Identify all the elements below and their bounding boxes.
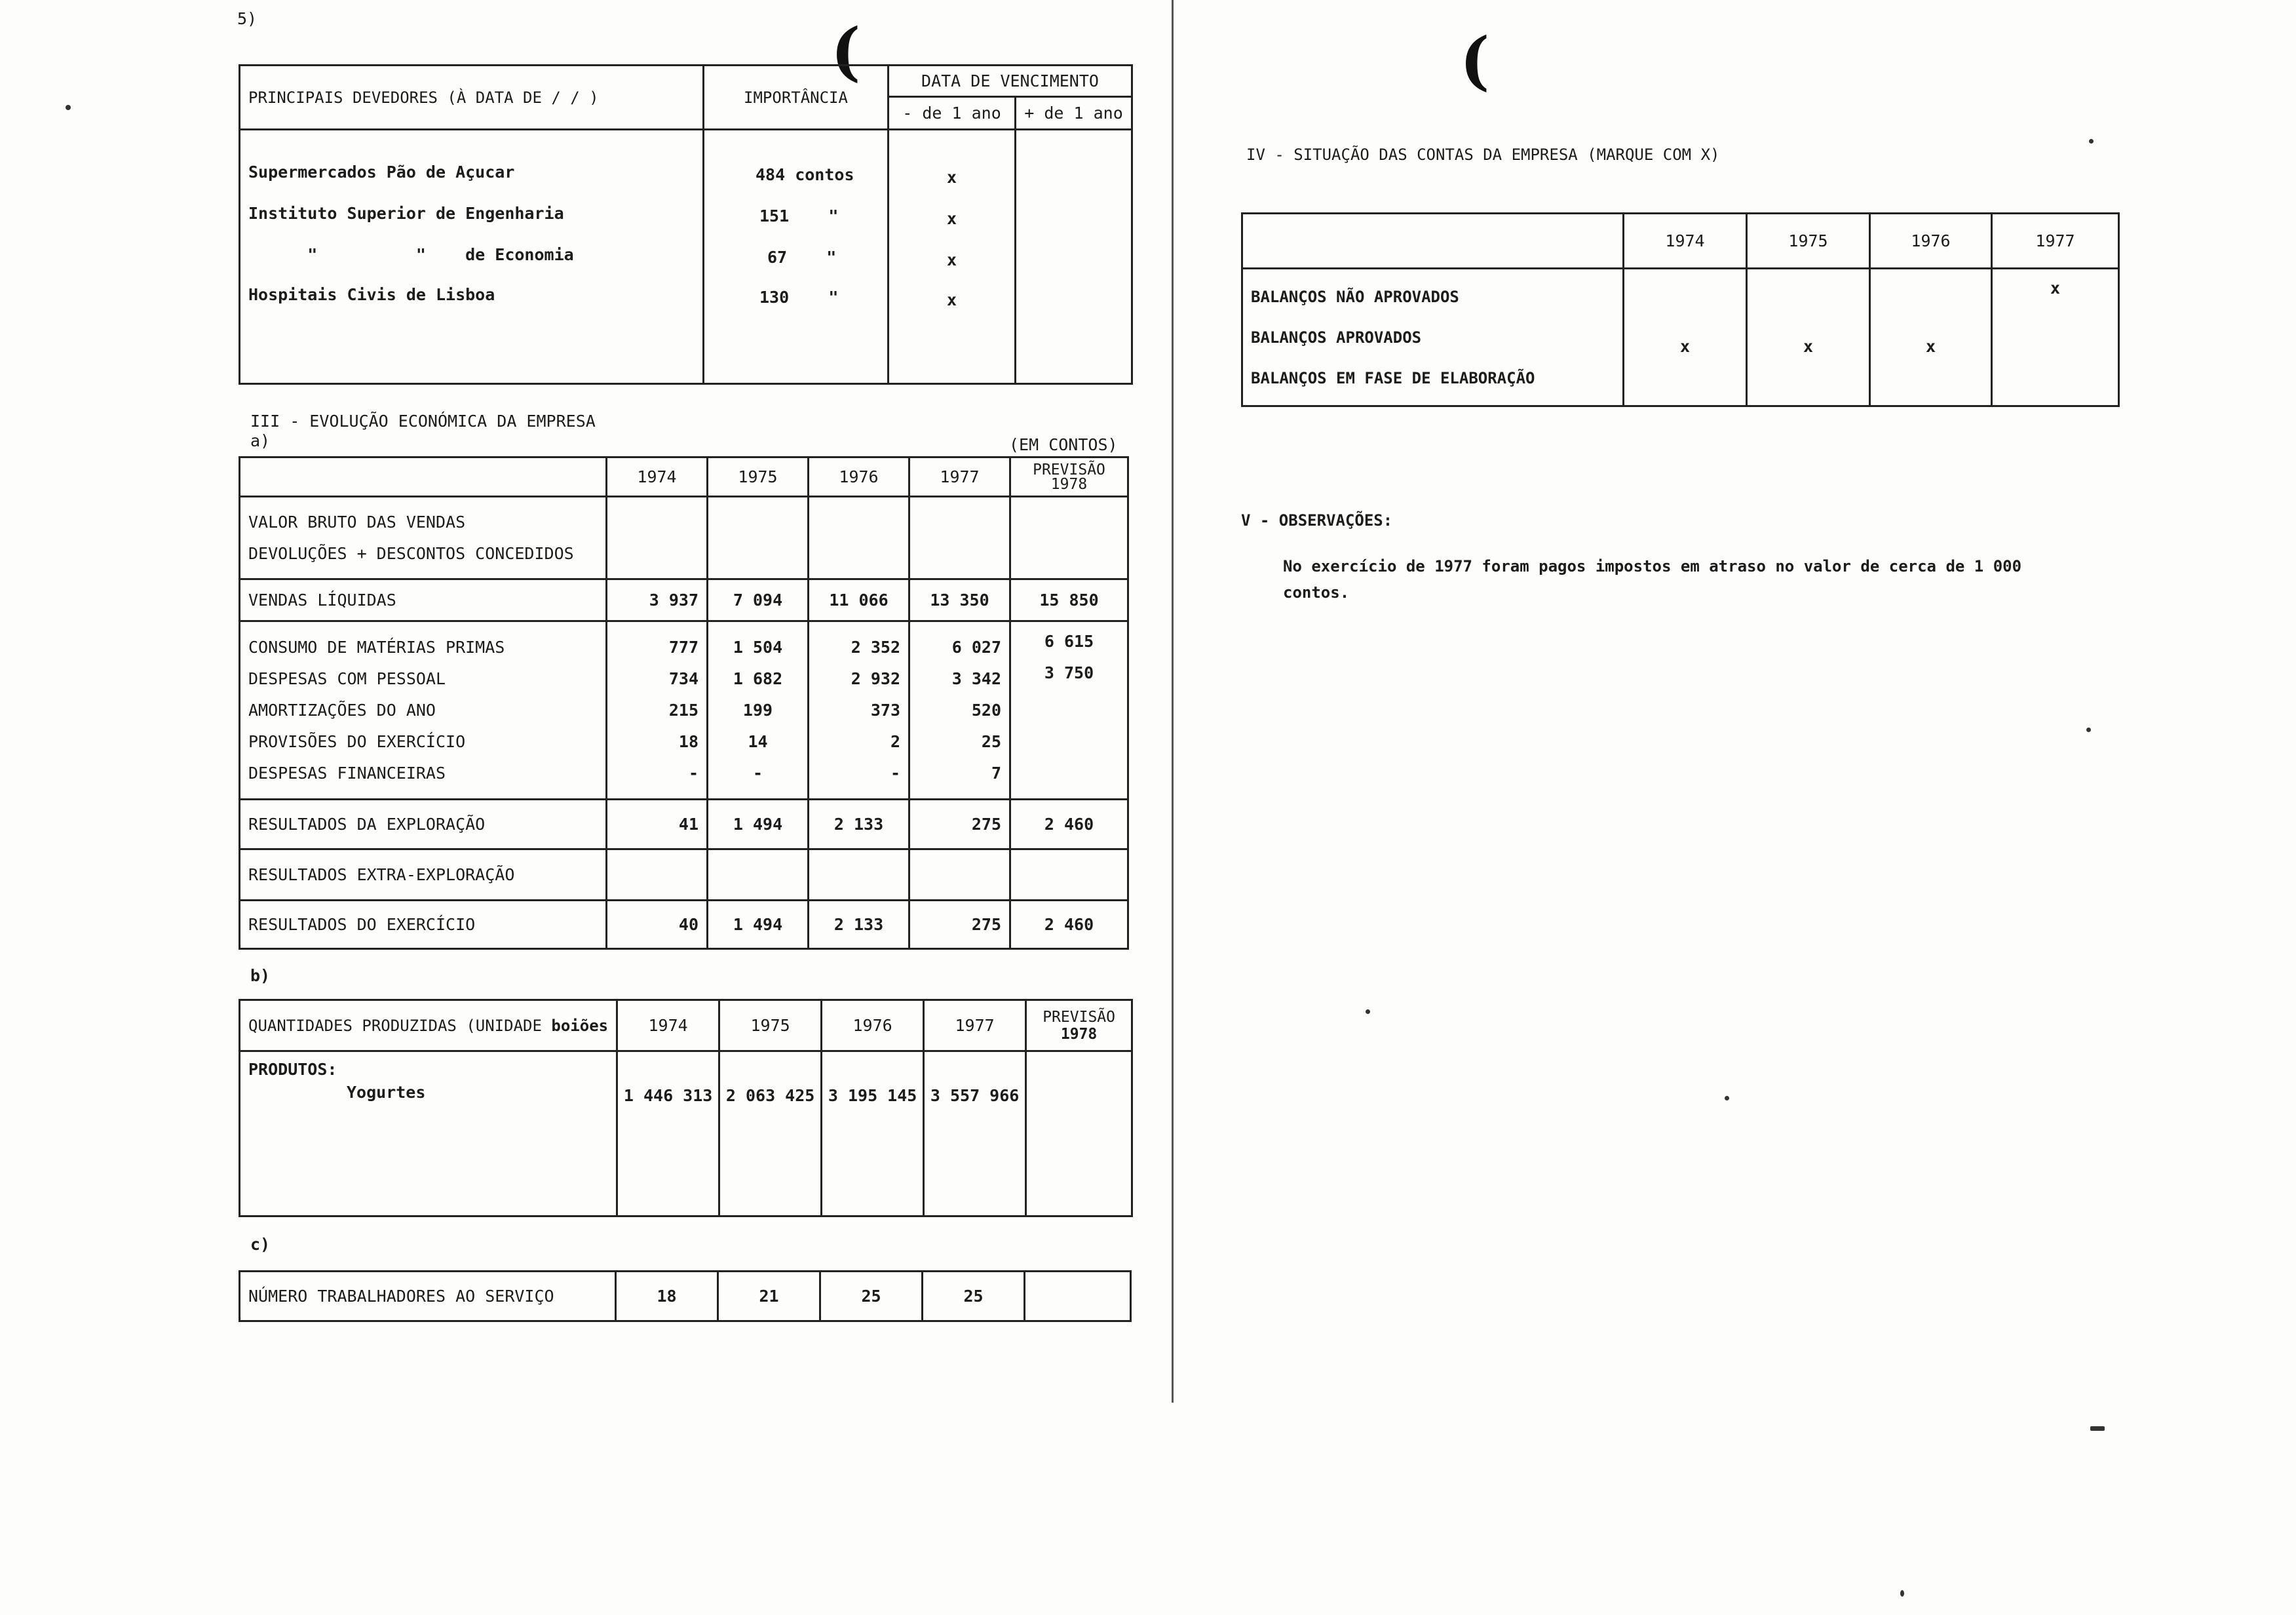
year-header: 1977 [909, 457, 1010, 497]
forecast-label: PREVISÃO [1043, 1008, 1115, 1026]
net-results-label: RESULTADOS DO EXERCÍCIO [240, 901, 607, 949]
production-value: 3 195 145 [822, 1051, 924, 1216]
production-header [240, 1000, 617, 1051]
cost-value: 18 [678, 731, 698, 751]
year-header: 1974 [1624, 214, 1747, 269]
year-header: 1975 [1747, 214, 1870, 269]
status-marks-1976 [1870, 269, 1992, 406]
operating-value: 2 460 [1010, 800, 1128, 849]
year-header: 1976 [822, 1000, 924, 1051]
forecast-year: 1978 [1060, 1025, 1098, 1043]
check-mark: x [946, 209, 957, 228]
production-value: 3 557 966 [924, 1051, 1026, 1216]
due-less-header: - de 1 ano [889, 97, 1016, 130]
costs-1975 [708, 621, 809, 800]
status-label: BALANÇOS APROVADOS [1251, 328, 1422, 347]
observations-line-1: No exercício de 1977 foram pagos impostos em atraso no valor de cerca de 1 000 [1283, 557, 2022, 575]
costs-1977 [909, 621, 1010, 800]
production-table [239, 999, 1133, 1217]
economic-evolution-table [239, 456, 1129, 950]
net-result-value: 275 [909, 901, 1010, 949]
debtor-amount: 130 " [759, 288, 839, 307]
cost-value: 7 [991, 763, 1001, 783]
debtor-amount: 151 " [759, 206, 839, 225]
unit-label: (EM CONTOS) [1009, 435, 1118, 454]
net-result-value: 2 460 [1010, 901, 1128, 949]
workers-value: 21 [718, 1272, 820, 1321]
due-more-header: + de 1 ano [1016, 97, 1132, 130]
debtor-name: " " de Economia [248, 245, 574, 264]
net-sales-label: VENDAS LÍQUIDAS [240, 579, 607, 621]
section-4-title: IV - SITUAÇÃO DAS CONTAS DA EMPRESA (MARQUE COM X) [1246, 146, 1720, 164]
scan-speck [1725, 1096, 1729, 1100]
cost-label: AMORTIZAÇÕES DO ANO [248, 700, 436, 720]
net-result-value: 1 494 [708, 901, 809, 949]
workers-value: 25 [923, 1272, 1025, 1321]
cost-value: 6 027 [951, 637, 1001, 657]
status-label: BALANÇOS EM FASE DE ELABORAÇÃO [1251, 368, 1535, 387]
page-marker: 5) [237, 9, 258, 28]
costs-1978 [1010, 621, 1128, 800]
cost-value: 6 615 [1044, 632, 1094, 651]
scan-speck [2090, 1426, 2105, 1431]
year-header: 1974 [607, 457, 708, 497]
cost-value: 1 504 [733, 637, 783, 657]
table-corner [1242, 214, 1624, 269]
cost-value: 3 342 [951, 669, 1001, 688]
year-header: 1975 [719, 1000, 822, 1051]
year-header: 1977 [924, 1000, 1026, 1051]
status-marks-1977 [1992, 269, 2119, 406]
production-header-text: QUANTIDADES PRODUZIDAS (UNIDADE [248, 1016, 542, 1035]
importance-header: IMPORTÂNCIA [704, 66, 889, 130]
gross-sales-cell [240, 497, 607, 579]
cost-value: 25 [981, 731, 1001, 751]
year-header: 1976 [809, 457, 909, 497]
production-value [1026, 1051, 1132, 1216]
products-label: PRODUTOS: [248, 1060, 337, 1079]
cost-label: CONSUMO DE MATÉRIAS PRIMAS [248, 637, 505, 657]
year-header: 1975 [708, 457, 809, 497]
cost-value: 777 [668, 637, 698, 657]
costs-1976 [809, 621, 909, 800]
check-mark [1024, 254, 1123, 285]
cost-value: - [890, 763, 900, 783]
cost-value: 520 [971, 700, 1001, 720]
debtors-header: PRINCIPAIS DEVEDORES (À DATA DE / / ) [240, 66, 704, 130]
workers-value: 25 [820, 1272, 923, 1321]
debtor-amount: 67 " [767, 248, 837, 267]
net-result-value: 2 133 [809, 901, 909, 949]
operating-value: 2 133 [809, 800, 909, 849]
section-3-title: III - EVOLUÇÃO ECONÓMICA DA EMPRESA [250, 412, 596, 431]
subsection-c-label: c) [250, 1235, 271, 1254]
check-mark [1024, 162, 1123, 193]
net-sales-value: 13 350 [909, 579, 1010, 621]
cost-value: 215 [668, 700, 698, 720]
forecast-year: 1978 [1050, 475, 1088, 493]
section-5-title: V - OBSERVAÇÕES: [1241, 511, 1393, 530]
operating-value: 275 [909, 800, 1010, 849]
returns-label: DEVOLUÇÕES + DESCONTOS CONCEDIDOS [248, 543, 574, 563]
cost-label: PROVISÕES DO EXERCÍCIO [248, 731, 466, 751]
scan-speck [1366, 1009, 1370, 1014]
net-sales-value: 15 850 [1010, 579, 1128, 621]
forecast-label: PREVISÃO [1033, 461, 1105, 478]
status-mark [1632, 358, 1738, 399]
due-date-header: DATA DE VENCIMENTO [889, 66, 1132, 97]
cost-value: 1 682 [733, 669, 783, 688]
workers-value: 18 [616, 1272, 718, 1321]
status-mark [1879, 358, 1983, 399]
debtor-name: Hospitais Civis de Lisboa [248, 285, 495, 304]
status-mark [1632, 277, 1738, 317]
check-mark [1024, 224, 1123, 254]
net-sales-value: 11 066 [809, 579, 909, 621]
costs-1974 [607, 621, 708, 800]
scan-speck [2089, 139, 2094, 144]
workers-label: NÚMERO TRABALHADORES AO SERVIÇO [240, 1272, 616, 1321]
net-result-value: 40 [607, 901, 708, 949]
status-mark [1755, 358, 1861, 399]
debtor-amount: 484 contos [756, 165, 854, 184]
extra-results-label: RESULTADOS EXTRA-EXPLORAÇÃO [240, 849, 607, 901]
cost-value: 14 [748, 731, 768, 751]
status-mark: x [1925, 336, 1936, 356]
production-unit-word: boiões [551, 1016, 609, 1035]
forecast-header [1010, 457, 1128, 497]
check-mark: x [946, 250, 957, 269]
product-name: Yogurtes [347, 1083, 426, 1102]
cost-label: DESPESAS COM PESSOAL [248, 669, 446, 688]
debtor-name: Supermercados Pão de Açucar [248, 163, 515, 182]
subsection-a-label: a) [250, 431, 271, 450]
scan-speck [2086, 728, 2091, 732]
status-label: BALANÇOS NÃO APROVADOS [1251, 287, 1459, 306]
year-header: 1976 [1870, 214, 1992, 269]
workers-value [1025, 1272, 1131, 1321]
punch-hole-mark: ( [1460, 24, 1490, 98]
cost-value: - [688, 763, 698, 783]
operating-results-label: RESULTADOS DA EXPLORAÇÃO [240, 800, 607, 849]
operating-value: 1 494 [708, 800, 809, 849]
accounts-status-table [1241, 212, 2120, 407]
status-mark: x [2050, 278, 2061, 298]
page-fold-line [1172, 0, 1174, 1403]
check-mark [1024, 193, 1123, 224]
cost-labels [240, 621, 607, 800]
cost-value: 373 [870, 700, 900, 720]
cost-label: DESPESAS FINANCEIRAS [248, 763, 446, 783]
status-mark [1755, 277, 1861, 317]
check-mark: x [946, 290, 957, 309]
debtor-less-marks [889, 130, 1016, 384]
debtors-table [239, 64, 1133, 385]
check-mark: x [946, 168, 957, 187]
debtor-name: Instituto Superior de Engenharia [248, 204, 564, 223]
products-cell [240, 1051, 617, 1216]
scan-speck [1900, 1590, 1904, 1597]
operating-value: 41 [607, 800, 708, 849]
status-mark: x [1803, 336, 1814, 356]
cost-value: 2 352 [851, 637, 900, 657]
net-sales-value: 7 094 [708, 579, 809, 621]
debtor-more-marks [1016, 130, 1132, 384]
status-marks-1974 [1624, 269, 1747, 406]
production-value: 2 063 425 [719, 1051, 822, 1216]
status-mark [2000, 358, 2110, 399]
cost-value: 199 [742, 700, 773, 720]
year-header: 1977 [1992, 214, 2119, 269]
cost-value: 734 [668, 669, 698, 688]
status-labels [1242, 269, 1624, 406]
observations-line-2: contos. [1283, 583, 1350, 602]
cost-value: 3 750 [1044, 663, 1094, 682]
year-header: 1974 [617, 1000, 719, 1051]
cost-value: 2 [890, 731, 900, 751]
cost-value: 2 932 [851, 669, 900, 688]
cost-value: - [752, 763, 763, 783]
status-mark [1879, 277, 1983, 317]
net-sales-value: 3 937 [607, 579, 708, 621]
punch-hole-mark: ( [831, 14, 861, 88]
status-mark: x [1679, 336, 1691, 356]
scan-speck [66, 105, 71, 110]
forecast-header [1026, 1000, 1132, 1051]
production-value: 1 446 313 [617, 1051, 719, 1216]
gross-sales-label: VALOR BRUTO DAS VENDAS [248, 512, 466, 532]
debtor-amounts [704, 130, 889, 384]
table-corner [240, 457, 607, 497]
status-marks-1975 [1747, 269, 1870, 406]
workers-table [239, 1270, 1132, 1322]
debtor-names [240, 130, 704, 384]
status-mark [2000, 317, 2110, 358]
subsection-b-label: b) [250, 966, 271, 985]
